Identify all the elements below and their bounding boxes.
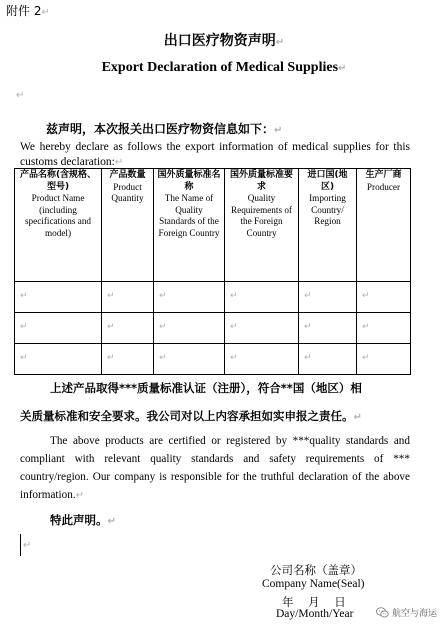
hereby-declare: 特此声明。↵	[50, 513, 116, 527]
declaration-english: We hereby declare as follows the export information of medical supplies for this customs declaration:↵	[20, 141, 410, 168]
header-importing-country: 进口国(地区) Importing Country/ Region	[299, 169, 357, 282]
table-row	[15, 282, 411, 313]
table-cell[interactable]: ↵	[357, 344, 411, 375]
statement-chinese-line-2: 关质量标准和安全要求。我公司对以上内容承担如实申报之责任。↵	[20, 409, 362, 423]
table-cell[interactable]: ↵	[15, 282, 102, 313]
paragraph-mark: ↵	[23, 540, 32, 551]
table-cell[interactable]: ↵	[102, 282, 154, 313]
statement-english: The above products are certified or registered by ***quality standards and compliant with relevant quality standards and safety requirements of *** country/region. Our company is responsible for the truthful declaration of the above information.↵	[20, 435, 410, 501]
header-standard-requirements: 国外质量标准要求 Quality Requirements of the Foreign Country	[225, 169, 299, 282]
table-row	[15, 313, 411, 344]
table-cell[interactable]: ↵	[299, 313, 357, 344]
table-cell[interactable]: ↵	[154, 313, 225, 344]
table-cell[interactable]: ↵	[15, 313, 102, 344]
table-cell[interactable]: ↵	[299, 282, 357, 313]
table-cell[interactable]: ↵	[102, 313, 154, 344]
table-cell[interactable]: ↵	[154, 344, 225, 375]
title-chinese: 出口医疗物资声明↵	[163, 33, 285, 49]
header-quantity: 产品数量 Product Quantity	[102, 169, 154, 282]
date-english: Day/Month/Year	[276, 608, 354, 620]
table-cell[interactable]: ↵	[357, 282, 411, 313]
company-name-chinese: 公司名称（盖章）	[270, 563, 362, 577]
table-cell[interactable]: ↵	[15, 344, 102, 375]
watermark	[376, 606, 437, 619]
table-cell[interactable]: ↵	[225, 344, 299, 375]
paragraph-mark: ↵	[16, 90, 25, 101]
table-cell[interactable]: ↵	[299, 344, 357, 375]
declaration-chinese: 兹声明，本次报关出口医疗物资信息如下：↵	[46, 122, 283, 136]
table-cell[interactable]: ↵	[102, 344, 154, 375]
table-cell[interactable]: ↵	[225, 313, 299, 344]
watermark-text: 航空与海运	[392, 609, 438, 619]
wechat-icon	[376, 607, 389, 618]
text-cursor	[20, 534, 21, 556]
title-english: Export Declaration of Medical Supplies↵	[101, 60, 347, 75]
date-chinese: 年 月 日	[282, 595, 346, 609]
table-cell[interactable]: ↵	[225, 282, 299, 313]
table-header-row	[15, 169, 411, 282]
header-product-name: 产品名称(含规格、型号) Product Name (including specifications and model)	[15, 169, 102, 282]
header-producer: 生产厂商 Producer	[357, 169, 411, 282]
annex-label: 附件 2↵	[6, 4, 50, 18]
supplies-table	[14, 168, 411, 375]
table-cell[interactable]: ↵	[357, 313, 411, 344]
statement-chinese-line-1: 上述产品取得***质量标准认证（注册），符合**国（地区）相	[50, 381, 362, 395]
header-standard-name: 国外质量标准名称 The Name of Quality Standards of the Foreign Country	[154, 169, 225, 282]
company-name-english: Company Name(Seal)	[262, 578, 365, 590]
table-row	[15, 344, 411, 375]
table-cell[interactable]: ↵	[154, 282, 225, 313]
